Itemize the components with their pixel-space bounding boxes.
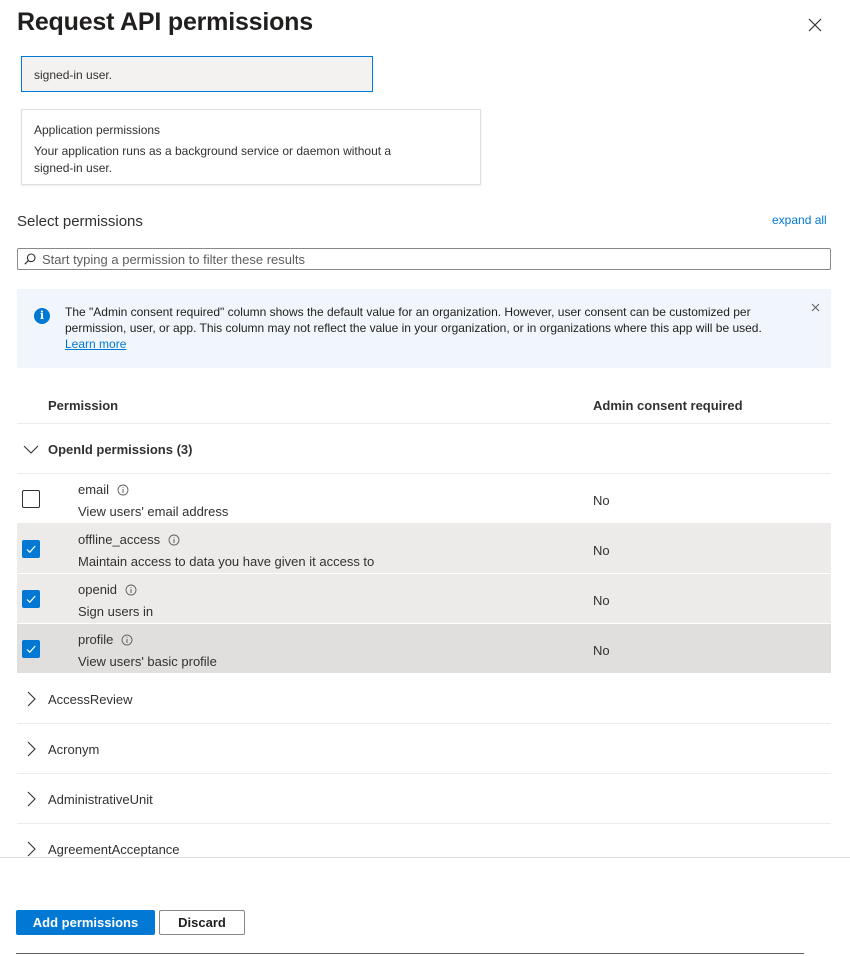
chevron-right-icon: [22, 790, 40, 808]
permission-search-input[interactable]: [42, 252, 830, 267]
group-label: AdministrativeUnit: [48, 792, 153, 807]
application-card-desc: Your application runs as a background service or daemon without a signed-in user.: [34, 144, 392, 175]
add-permissions-button[interactable]: Add permissions: [16, 910, 155, 935]
permission-description: View users' basic profile: [78, 654, 217, 669]
permission-row-offline-access[interactable]: [17, 524, 831, 574]
permission-description: Maintain access to data you have given it access to: [78, 554, 375, 569]
group-label: Acronym: [48, 742, 100, 757]
horizontal-scrollbar[interactable]: [16, 953, 804, 954]
group-access-review[interactable]: [17, 674, 831, 724]
application-card-title: Application permissions: [34, 123, 161, 137]
checkmark-icon: [25, 593, 37, 605]
permission-search-box[interactable]: [17, 248, 831, 270]
footer-divider: [0, 857, 850, 858]
info-circle-icon[interactable]: [168, 534, 180, 546]
permission-name: offline_access: [78, 532, 161, 547]
permission-name: openid: [78, 582, 118, 597]
permission-row-openid[interactable]: [17, 574, 831, 624]
discard-button[interactable]: Discard: [159, 910, 245, 935]
chevron-down-icon: [22, 440, 40, 458]
admin-consent-value: No: [593, 543, 610, 558]
permission-description: Sign users in: [78, 604, 154, 619]
chevron-right-icon: [22, 840, 40, 858]
permission-name: profile: [78, 632, 114, 647]
delegated-card-desc: signed-in user.: [34, 68, 113, 82]
learn-more-link[interactable]: Learn more: [65, 337, 127, 351]
search-icon: [24, 253, 36, 265]
permission-checkbox-email[interactable]: [22, 490, 40, 508]
group-agreement-acceptance[interactable]: [17, 824, 831, 857]
application-permissions-card[interactable]: [21, 109, 481, 185]
permission-checkbox-offline-access[interactable]: [22, 540, 40, 558]
column-header-admin-consent: Admin consent required: [593, 398, 743, 413]
info-circle-icon[interactable]: [121, 634, 133, 646]
admin-consent-value: No: [593, 643, 610, 658]
permission-checkbox-openid[interactable]: [22, 590, 40, 608]
close-icon: [807, 17, 823, 33]
permission-name: email: [78, 482, 110, 497]
info-banner-text: The "Admin consent required" column shows the default value for an organization. However, user consent can be customized per permission, user, or app. This column may not reflect the value in your organization, or in organizations where this app will be used.: [65, 305, 762, 335]
group-label: OpenId permissions (3): [48, 442, 193, 457]
expand-all-link[interactable]: expand all: [772, 213, 827, 227]
checkmark-icon: [25, 643, 37, 655]
group-label: AgreementAcceptance: [48, 842, 180, 857]
chevron-right-icon: [22, 740, 40, 758]
select-permissions-title: Select permissions: [17, 213, 143, 230]
info-banner: [17, 289, 831, 368]
close-icon: [811, 303, 820, 312]
dismiss-banner-button[interactable]: [807, 299, 823, 315]
group-openid-permissions[interactable]: [17, 424, 831, 474]
close-button[interactable]: [800, 10, 830, 40]
admin-consent-value: No: [593, 593, 610, 608]
info-icon: i: [34, 308, 50, 324]
admin-consent-value: No: [593, 493, 610, 508]
permission-row-email[interactable]: [17, 474, 831, 524]
table-header: [17, 386, 831, 424]
permission-description: View users' email address: [78, 504, 229, 519]
info-circle-icon[interactable]: [125, 584, 137, 596]
group-acronym[interactable]: [17, 724, 831, 774]
permission-row-profile[interactable]: [17, 624, 831, 674]
chevron-right-icon: [22, 690, 40, 708]
permission-checkbox-profile[interactable]: [22, 640, 40, 658]
info-circle-icon[interactable]: [117, 484, 129, 496]
delegated-permissions-card[interactable]: [21, 56, 373, 92]
group-label: AccessReview: [48, 692, 133, 707]
group-administrative-unit[interactable]: [17, 774, 831, 824]
column-header-permission: Permission: [48, 398, 119, 413]
panel-title: Request API permissions: [17, 8, 313, 36]
checkmark-icon: [25, 543, 37, 555]
